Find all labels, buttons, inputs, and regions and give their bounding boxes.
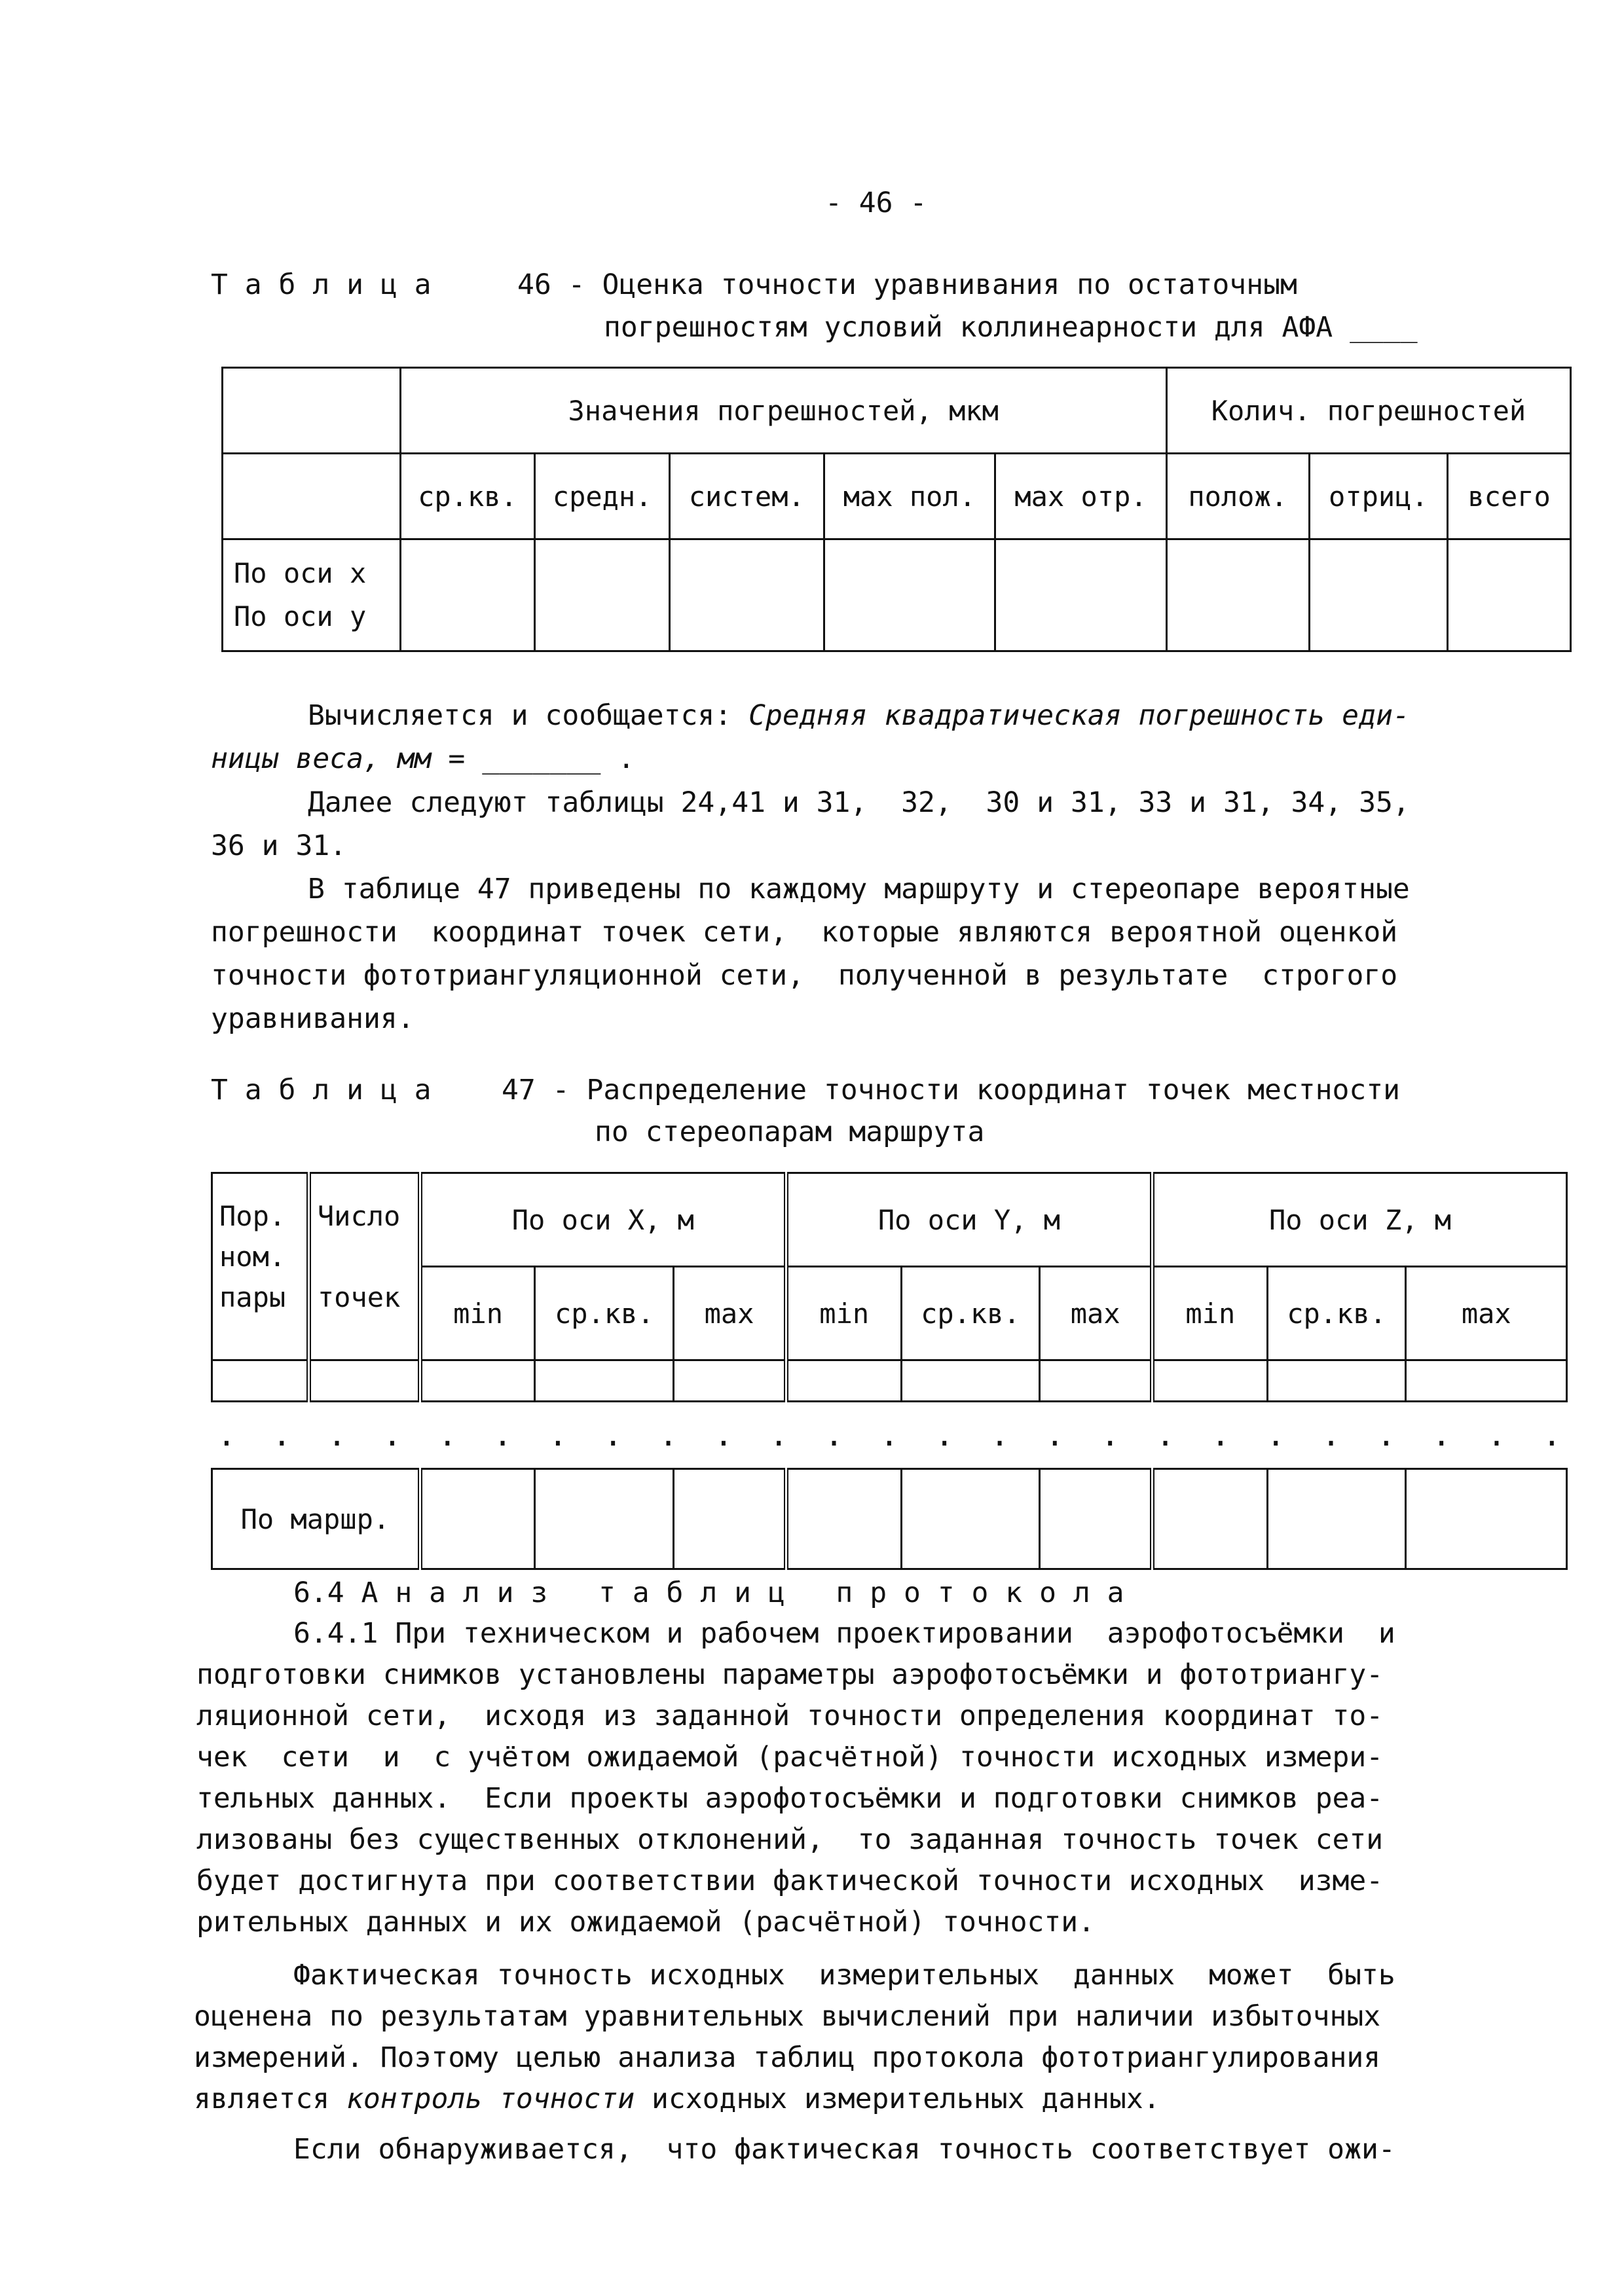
table46-col-header: систем. bbox=[669, 454, 824, 539]
table47-col-pair bbox=[212, 1173, 309, 1360]
section-para2-line: оценена по результатам уравнительных вычислений при наличии избыточных bbox=[194, 2000, 1381, 2033]
table47-col-pair-line: Пор. bbox=[219, 1200, 286, 1232]
table46-cell bbox=[1309, 539, 1448, 651]
table46-col-header: средн. bbox=[535, 454, 670, 539]
table46-col-header: всего bbox=[1448, 454, 1571, 539]
table47-cell bbox=[1153, 1469, 1268, 1569]
section-heading: 6.4 А н а л и з т а б л и ц п р о т о к о л а bbox=[293, 1576, 1124, 1609]
table47-cell bbox=[1406, 1469, 1567, 1569]
para3-line: В таблице 47 приведены по каждому маршруту и стереопаре вероятные bbox=[308, 873, 1410, 905]
table47-group-z: По оси Z, м bbox=[1153, 1173, 1567, 1267]
section-para2-line: Фактическая точность исходных измерительных данных может быть bbox=[293, 1959, 1395, 1992]
section-para3-line: Если обнаруживается, что фактическая точность соответствует ожи- bbox=[293, 2133, 1395, 2166]
table47-caption-line2: по стереопарам маршрута bbox=[595, 1116, 985, 1148]
table47-cell bbox=[674, 1360, 786, 1402]
table47-cell bbox=[420, 1360, 535, 1402]
para2-line1: Далее следуют таблицы 24,41 и 31, 32, 30 и 31, 33 и 31, 34, 35, bbox=[308, 786, 1410, 819]
table-47 bbox=[211, 1172, 1568, 1570]
table47-route-label: По маршр. bbox=[212, 1469, 420, 1569]
section-para1-line: подготовки снимков установлены параметры аэрофотосъёмки и фототриангу- bbox=[196, 1658, 1384, 1691]
section-para2-italic: контроль точности bbox=[346, 2083, 635, 2115]
para1-normal: Вычисляется и сообщается: bbox=[308, 699, 749, 732]
table47-cell bbox=[212, 1360, 309, 1402]
table46-row-label-x: По оси х bbox=[234, 557, 367, 589]
table47-sub-col: max bbox=[1406, 1267, 1567, 1360]
para2-line2: 36 и 31. bbox=[211, 829, 347, 862]
para1-blank: _______ . bbox=[482, 742, 635, 775]
table46-cell bbox=[995, 539, 1167, 651]
page-number: - 46 - bbox=[825, 187, 927, 219]
table46-corner bbox=[223, 368, 401, 454]
table46-cell bbox=[400, 539, 535, 651]
table46-col-header: отриц. bbox=[1309, 454, 1448, 539]
table46-group-count: Колич. погрешностей bbox=[1166, 368, 1570, 454]
table46-row-labels bbox=[223, 539, 401, 651]
section-para2-line: измерений. Поэтому целью анализа таблиц протокола фототриангулирования bbox=[194, 2041, 1381, 2074]
table47-cell bbox=[901, 1469, 1040, 1569]
table47-group-x: По оси X, м bbox=[420, 1173, 786, 1267]
table47-cell bbox=[1040, 1360, 1153, 1402]
para3-line: погрешности координат точек сети, которые являются вероятной оценкой bbox=[211, 916, 1398, 949]
section-para1-line: 6.4.1 При техническом и рабочем проектировании аэрофотосъёмки и bbox=[293, 1617, 1395, 1650]
table47-cell bbox=[1040, 1469, 1153, 1569]
table47-cell bbox=[420, 1469, 535, 1569]
table47-cell bbox=[1153, 1360, 1268, 1402]
table46-col-header: мах отр. bbox=[995, 454, 1167, 539]
table47-col-count-line: Число bbox=[317, 1200, 401, 1232]
section-para2-prefix: является bbox=[194, 2083, 346, 2115]
para3-line: точности фототриангуляционной сети, полученной в результате строгого bbox=[211, 959, 1398, 992]
table47-sub-col: ср.кв. bbox=[1267, 1267, 1406, 1360]
table47-cell bbox=[535, 1360, 674, 1402]
table46-col-header: мах пол. bbox=[824, 454, 995, 539]
table47-sub-col: ср.кв. bbox=[535, 1267, 674, 1360]
table46-caption-line2: погрешностям условий коллинеарности для АФА ____ bbox=[604, 311, 1418, 344]
table47-sub-col: max bbox=[674, 1267, 786, 1360]
table47-caption-line1: 47 - Распределение точности координат точек местности bbox=[502, 1074, 1401, 1106]
para1-italic-2: ницы веса, мм = bbox=[211, 742, 483, 775]
table47-caption-label: Т а б л и ц а bbox=[211, 1074, 432, 1106]
section-para1-line: чек сети и с учётом ожидаемой (расчётной) точности исходных измери- bbox=[196, 1741, 1384, 1774]
table47-sub-col: min bbox=[786, 1267, 901, 1360]
table46-row-label-y: По оси у bbox=[234, 600, 367, 632]
table47-cell bbox=[901, 1360, 1040, 1402]
table47-cell bbox=[1267, 1360, 1406, 1402]
para1-line2 bbox=[211, 737, 635, 780]
table47-sub-col: min bbox=[420, 1267, 535, 1360]
table46-corner-2 bbox=[223, 454, 401, 539]
table47-col-count-line: точек bbox=[317, 1281, 401, 1313]
table47-cell bbox=[1267, 1469, 1406, 1569]
table46-cell bbox=[535, 539, 670, 651]
table46-cell bbox=[1448, 539, 1571, 651]
table46-cell bbox=[824, 539, 995, 651]
para1-italic: Средняя квадратическая погрешность еди- bbox=[748, 699, 1410, 732]
table47-col-count bbox=[308, 1173, 420, 1360]
table47-cell bbox=[308, 1360, 420, 1402]
table-46 bbox=[221, 367, 1572, 652]
table47-cell bbox=[1406, 1360, 1567, 1402]
table47-sub-col: min bbox=[1153, 1267, 1268, 1360]
section-para1-line: тельных данных. Если проекты аэрофотосъёмки и подготовки снимков реа- bbox=[196, 1782, 1384, 1815]
table47-cell bbox=[786, 1360, 901, 1402]
table46-cell bbox=[669, 539, 824, 651]
table46-col-header: полож. bbox=[1166, 454, 1309, 539]
table47-col-pair-line: пары bbox=[219, 1281, 286, 1313]
table47-ellipsis-row bbox=[212, 1402, 1567, 1469]
table46-group-errors: Значения погрешностей, мкм bbox=[400, 368, 1166, 454]
section-para2-suffix: исходных измерительных данных. bbox=[635, 2083, 1160, 2115]
table46-col-header: ср.кв. bbox=[400, 454, 535, 539]
para3-line: уравнивания. bbox=[211, 1002, 415, 1035]
table47-cell bbox=[674, 1469, 786, 1569]
para1-line1 bbox=[308, 694, 1410, 737]
table47-col-pair-line: ном. bbox=[219, 1241, 286, 1273]
table47-cell bbox=[786, 1469, 901, 1569]
table47-dots: . . . . . . . . . . . . . . . . . . . . . . . . . bbox=[217, 1417, 1562, 1453]
table47-group-y: По оси Y, м bbox=[786, 1173, 1152, 1267]
table47-cell bbox=[535, 1469, 674, 1569]
section-para1-line: будет достигнута при соответствии фактической точности исходных изме- bbox=[196, 1865, 1384, 1897]
section-para1-line: рительных данных и их ожидаемой (расчётной) точности. bbox=[196, 1906, 1096, 1939]
section-para2-last-line bbox=[194, 2077, 1160, 2121]
section-para1-line: лизованы без существенных отклонений, то заданная точность точек сети bbox=[196, 1823, 1384, 1856]
section-para1-line: ляционной сети, исходя из заданной точности определения координат то- bbox=[196, 1700, 1384, 1732]
table47-sub-col: max bbox=[1040, 1267, 1153, 1360]
table46-caption-label: Т а б л и ц а bbox=[211, 268, 432, 301]
table46-cell bbox=[1166, 539, 1309, 651]
table46-caption-line1: 46 - Оценка точности уравнивания по остаточным bbox=[517, 268, 1297, 301]
table47-sub-col: ср.кв. bbox=[901, 1267, 1040, 1360]
table47-col-count-line bbox=[318, 1237, 418, 1277]
